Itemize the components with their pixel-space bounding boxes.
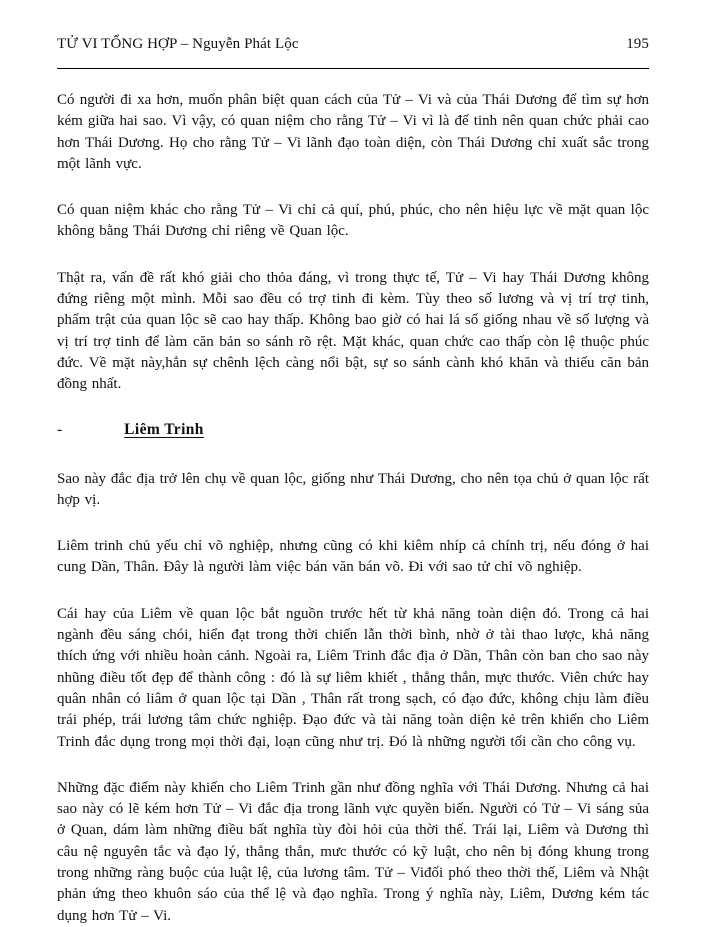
heading-text: Liêm Trinh [124, 420, 204, 438]
paragraph: Liêm trinh chủ yếu chỉ võ nghiệp, nhưng cũng có khi kiêm nhíp cả chính trị, nếu đóng ở hai cung Dần, Thân. Đây là người làm việc bán văn bán võ. Đi với sao tử chỉ võ nghiệp. [57, 538, 649, 576]
heading-dash: - [57, 420, 63, 438]
header-rule [57, 68, 649, 69]
page-body [57, 90, 649, 927]
paragraph: Có người đi xa hơn, muốn phân biệt quan cách của Tử – Vi và của Thái Dương để tìm sự hơn kém giữa hai sao. Vì vậy, có quan niệm cho rằng Tử – Vi vì là đế tinh nên quan chức phải cao hơn Thái Dương. Họ cho rằng Tử – Vi lãnh đạo toàn diện, còn Thái Dương chỉ xuất sắc trong một lãnh vực. [57, 92, 649, 172]
running-title: TỬ VI TỔNG HỢP – Nguyễn Phát Lộc [57, 36, 299, 52]
page-header [57, 36, 649, 53]
section-heading [57, 421, 649, 439]
page-number: 195 [626, 36, 649, 52]
paragraph: Những đặc điểm này khiến cho Liêm Trinh gần như đồng nghĩa với Thái Dương. Nhưng cả hai sao này có lẽ kém hơn Tử – Vi đắc địa trong lãnh vực quyền biến. Người có Tử – Vi sáng sủa ở Quan, dám làm những điều bất nghĩa tùy đòi hỏi của thời thế. Trái lại, Liêm và Dương thì câu nệ nguyên tắc và đạo lý, thẳng thắn, mưc thước có kỹ luật, cho nên bị đóng khung trong trong những ràng buộc của luật lệ, của lương tâm. Tử – Viđối phó theo thời thế, Liêm và Nhật phản ứng theo khuôn sáo của thể lệ và đạo nghĩa. Trong ý nghĩa này, Liêm, Dương kém tác dụng hơn Tử – Vi. [57, 779, 649, 924]
paragraph: Có quan niệm khác cho rằng Tử – Vi chỉ cả quí, phú, phúc, cho nên hiệu lực về mặt quan lộc không bằng Thái Dương chỉ riêng về Quan lộc. [57, 202, 649, 240]
paragraph: Thật ra, vấn đề rất khó giải cho thỏa đáng, vì trong thực tế, Tử – Vi hay Thái Dương không đứng riêng một mình. Mỗi sao đều có trợ tinh đi kèm. Tùy theo số lương và vị trí trợ tinh, phẩm trật của quan lộc sẽ cao hay thấp. Không bao giờ có hai lá số giống nhau về số lượng và vị trí trợ tinh để làm căn bản so sánh rõ rệt. Mặt khác, quan chức cao thấp còn lệ thuộc phúc đức. Về mặt này,hẳn sự chênh lệch càng nổi bật, sự so sánh cành khó khăn và thiếu căn bản đồng nhất. [57, 269, 649, 393]
paragraph: Sao này đắc địa trở lên chụ về quan lộc, giống như Thái Dương, cho nên tọa chủ ở quan lộc rất hợp vị. [57, 470, 649, 508]
paragraph: Cái hay của Liêm về quan lộc bắt nguồn trước hết từ khả năng toàn diện đó. Trong cả hai ngành đều sáng chói, hiển đạt trong thời chiến lẫn thời bình, nhờ ở tài thao lược, khả năng thích ứng với nhiều hoàn cảnh. Ngoài ra, Liêm Trinh đắc địa ở Dần, Thân còn ban cho sao này nhũng điều tốt đẹp để thành công : đó là sự liêm khiết , thẳng thắn, mực thước. Viên chức hay quân nhân có liâm ở quan lộc tại Dần , Thân rất trong sạch, có đạo đức, không chịu làm điều trái phép, trái lương tâm chức nghiệp. Đạo đức và tài năng toàn diện kẻ trên khiến cho Liêm Trinh đắc dụng trong mọi thời đại, loạn cũng như trị. Đó là những người tối cần cho công vụ. [57, 605, 649, 750]
